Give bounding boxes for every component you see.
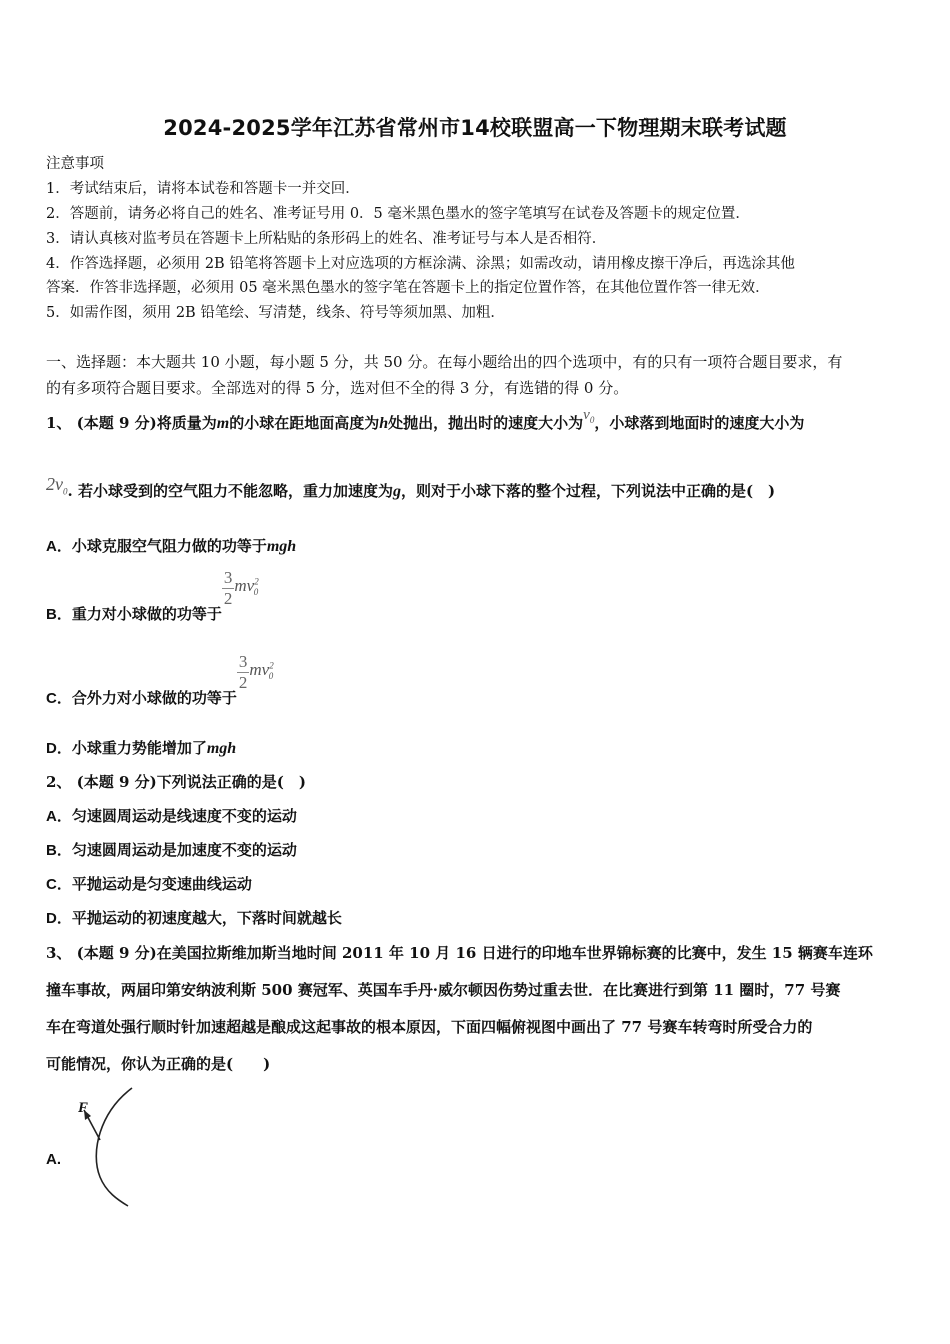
question-3-stem-cont: 撞车事故，两届印第安纳波利斯 500 赛冠军、英国车手丹·威尔顿因伤势过重去世．在比赛进行到第 11 圈时，77 号赛 (46, 981, 841, 999)
force-label: F (78, 1100, 89, 1116)
question-1-stem: 1、 (本题 9 分)将质量为m的小球在距地面高度为h处抛出，抛出时的速度大小为$v_0$，小球落到地面时的速度大小为 (46, 407, 805, 432)
question-2-option-a[interactable]: A．匀速圆周运动是线速度不变的运动 (46, 807, 297, 825)
question-3-option-a[interactable]: A. (46, 1151, 61, 1168)
section-heading: 一、选择题：本大题共 10 小题，每小题 5 分，共 50 分。在每小题给出的四个选项中，有的只有一项符合题目要求，有 (46, 353, 843, 371)
question-2-stem: 2、 (本题 9 分)下列说法正确的是( ) (46, 773, 306, 791)
track-curve (96, 1088, 132, 1206)
question-1-option-b[interactable]: B．重力对小球做的功等于 $\frac{3}{2}$ $mv^2_0$ (46, 568, 259, 623)
question-2-option-d[interactable]: D．平抛运动的初速度越大，下落时间就越长 (46, 909, 342, 927)
notice-item: 答案．作答非选择题，必须用 05 毫米黑色墨水的签字笔在答题卡上的指定位置作答，在其他位置作答一律无效． (46, 280, 770, 296)
question-1-stem-cont: $2v_0$. 若小球受到的空气阻力不能忽略，重力加速度为g，则对于小球下落的整个过程，下列说法中正确的是( ) (46, 474, 776, 500)
question-1-option-c[interactable]: C．合外力对小球做的功等于 $\frac{3}{2}$ $mv^2_0$ (46, 652, 274, 707)
notice-item: 5．如需作图，须用 2B 铅笔绘、写清楚，线条、符号等须加黑、加粗． (46, 305, 505, 321)
question-1-option-d[interactable]: D．小球重力势能增加了mgh (46, 739, 237, 757)
page-title: 2024-2025学年江苏省常州市14校联盟高一下物理期末联考试题 (163, 116, 787, 140)
question-3-stem-cont: 可能情况，你认为正确的是( ) (46, 1055, 271, 1073)
notice-item: 2．答题前，请务必将自己的姓名、准考证号用 0．5 毫米黑色墨水的签字笔填写在试卷及答题卡的规定位置． (46, 206, 750, 222)
notice-item: 1．考试结束后，请将本试卷和答题卡一并交回． (46, 181, 360, 197)
question-3-stem: 3、 (本题 9 分)在美国拉斯维加斯当地时间 2011 年 10 月 16 日进行的印地车世界锦标赛的比赛中，发生 15 辆赛车连环 (46, 944, 873, 962)
question-2-option-c[interactable]: C．平抛运动是匀变速曲线运动 (46, 875, 252, 893)
notice-item: 4．作答选择题，必须用 2B 铅笔将答题卡上对应选项的方框涂满、涂黑；如需改动，请用橡皮擦干净后，再选涂其他 (46, 256, 795, 272)
question-1-option-a[interactable]: A．小球克服空气阻力做的功等于mgh (46, 537, 297, 555)
question-2-option-b[interactable]: B．匀速圆周运动是加速度不变的运动 (46, 841, 297, 859)
curve-force-diagram (70, 1082, 150, 1212)
section-heading-cont: 的有多项符合题目要求。全部选对的得 5 分，选对但不全的得 3 分，有选错的得 0 分。 (46, 379, 629, 397)
notice-item: 3．请认真核对监考员在答题卡上所粘贴的条形码上的姓名、准考证号与本人是否相符． (46, 231, 607, 247)
question-3-stem-cont: 车在弯道处强行顺时针加速超越是酿成这起事故的根本原因，下面四幅俯视图中画出了 77 号赛车转弯时所受合力的 (46, 1018, 813, 1036)
notice-heading: 注意事项 (46, 156, 104, 172)
